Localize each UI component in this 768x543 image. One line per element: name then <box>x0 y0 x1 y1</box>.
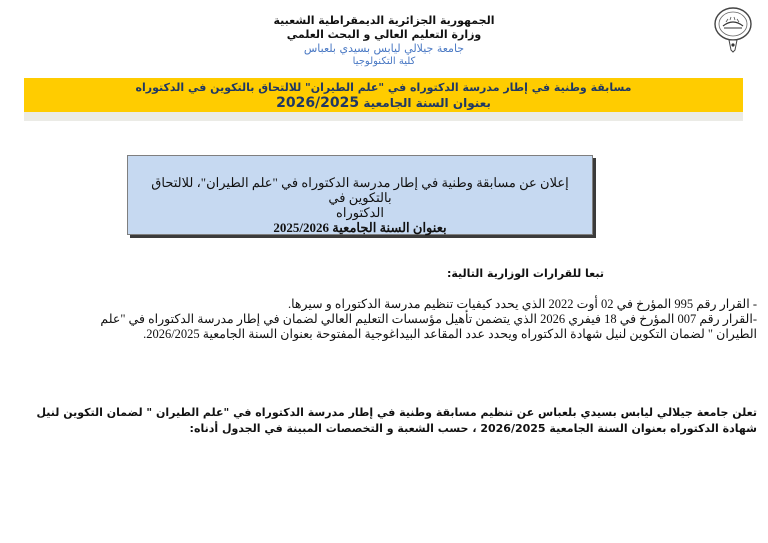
notice-line-3: بعنوان السنة الجامعية 2025/2026 <box>273 220 447 235</box>
banner-subtitle-prefix: بعنوان السنة الجامعية <box>363 96 491 110</box>
notice-line-2: الدكتوراه <box>336 205 384 220</box>
letterhead <box>0 14 768 68</box>
announcement-line-2: شهادة الدكتوراه بعنوان السنة الجامعية 2026/2025 ، حسب الشعبة و التخصصات المبينة في الجدول أدناه: <box>189 422 757 435</box>
banner-title: مسابقة وطنية في إطار مدرسة الدكتوراه في "علم الطيران" للالتحاق بالتكوين في الدكتوراه <box>135 81 632 94</box>
university-seal-icon <box>712 6 754 54</box>
decree-line-2: -القرار رقم 007 المؤرخ في 18 فيفري 2026 الذي يتضمن تأهيل مؤسسات التعليم العالي لضمان في إطار مدرسة الدكتوراه في "علم <box>100 312 757 326</box>
decrees-list <box>0 297 757 342</box>
ministry-name: وزارة التعليم العالي و البحث العلمي <box>286 28 482 41</box>
banner-underline-strip <box>24 112 743 121</box>
banner-year: 2026/2025 <box>276 95 360 111</box>
banner-subtitle <box>24 95 743 111</box>
decree-line-3: الطيران " لضمان التكوين لنيل شهادة الدكتوراه ويحدد عدد المقاعد البيداغوجية المفتوحة بعنوان السنة الجامعية 2026/2025. <box>143 327 757 341</box>
decree-line-1: - القرار رقم 995 المؤرخ في 02 أوت 2022 الذي يحدد كيفيات تنظيم مدرسة الدكتوراه و سيرها. <box>287 297 757 311</box>
notice-line-1: إعلان عن مسابقة وطنية في إطار مدرسة الدكتوراه في "علم الطيران"، للالتحاق بالتكوين في <box>151 175 569 205</box>
decrees-heading: تبعا للقرارات الوزارية التالية: <box>446 267 604 280</box>
faculty-name: كلية التكنولوجيا <box>352 56 416 67</box>
announcement-paragraph <box>0 405 757 437</box>
republic-name: الجمهورية الجزائرية الديمقراطية الشعبية <box>273 14 495 27</box>
university-name: جامعة جيلالي ليابس بسيدي بلعباس <box>303 42 465 55</box>
notice-box <box>127 155 593 235</box>
title-banner <box>24 78 743 112</box>
announcement-line-1: تعلن جامعة جيلالي ليابس بسيدي بلعباس عن تنظيم مسابقة وطنية في إطار مدرسة الدكتوراه في "علم الطيران " لضمان التكوين لنيل <box>36 406 757 419</box>
